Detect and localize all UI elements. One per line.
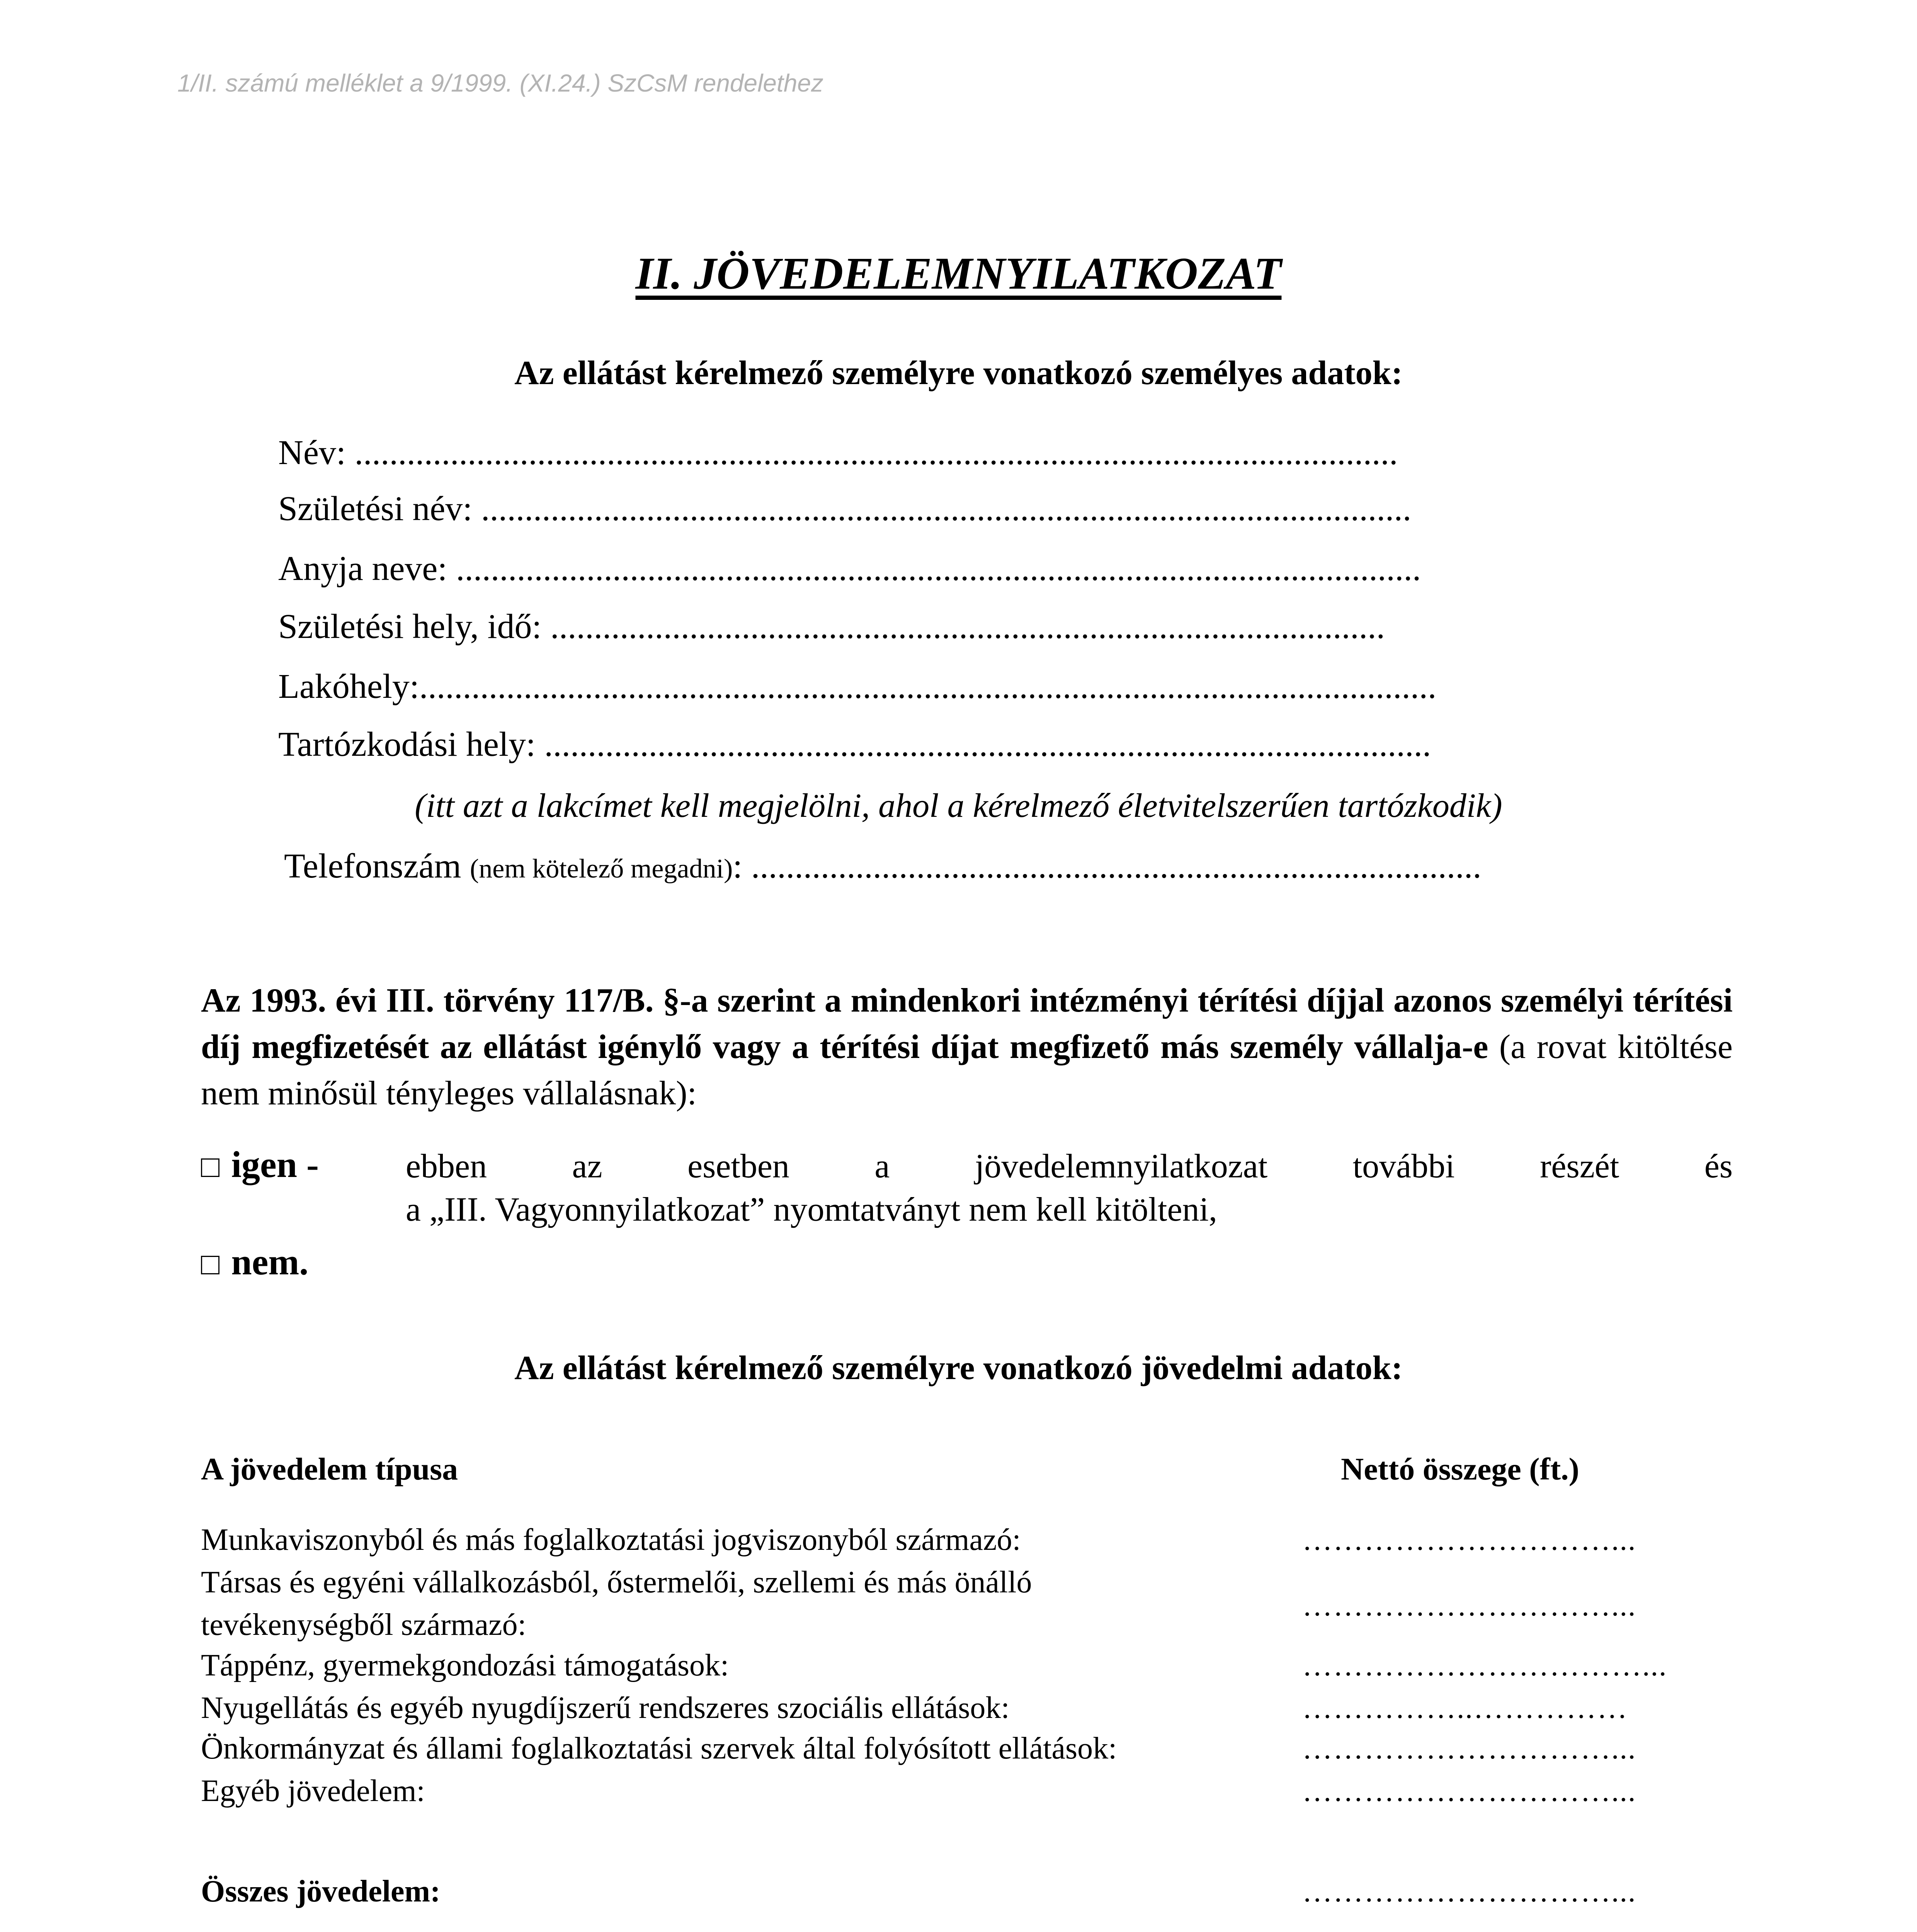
checkbox-yes-icon[interactable]: □ <box>201 1150 220 1184</box>
phone-label: Telefonszám <box>284 847 461 885</box>
name-dots: ........................................................................................................................ <box>354 434 1398 472</box>
stay-address-field[interactable] <box>278 724 1431 764</box>
net-amount-column-header: Nettó összege (ft.) <box>1341 1451 1579 1486</box>
birth-name-label: Születési név: <box>278 490 473 528</box>
residence-field[interactable] <box>278 667 1436 706</box>
income-type-column-header: A jövedelem típusa <box>201 1451 458 1486</box>
option-yes-label: igen - <box>231 1144 319 1185</box>
law-paragraph <box>201 978 1733 1117</box>
mother-name-field[interactable] <box>278 549 1421 588</box>
mother-name-label: Anyja neve: <box>278 549 447 588</box>
phone-dots: : .................................................................................... <box>733 847 1482 885</box>
birth-name-field[interactable] <box>278 489 1411 529</box>
name-field[interactable] <box>278 433 1398 473</box>
birth-place-date-field[interactable] <box>278 607 1385 646</box>
option-no-label: nem. <box>231 1241 309 1282</box>
income-row-amount[interactable]: …………………………... <box>1302 1523 1636 1556</box>
residence-dots: ..................................................................................................................... <box>419 667 1437 706</box>
document-title: II. JÖVEDELEMNYILATKOZAT <box>635 248 1282 299</box>
income-row-amount[interactable]: ……………………………... <box>1302 1648 1667 1682</box>
income-heading: Az ellátást kérelmező személyre vonatkozó jövedelmi adatok: <box>514 1349 1403 1387</box>
option-yes-description-line2: a „III. Vagyonnyilatkozat” nyomtatványt nem kell kitölteni, <box>406 1191 1218 1228</box>
mother-name-dots: ............................................................................................................... <box>456 549 1421 588</box>
income-row-label: Munkaviszonyból és más foglalkoztatási jogviszonyból származó: <box>201 1523 1021 1557</box>
income-row-label-cont: tevékenységből származó: <box>201 1608 526 1642</box>
yes-word: esetben <box>687 1148 789 1185</box>
yes-word: a <box>874 1148 890 1185</box>
option-no[interactable] <box>201 1240 308 1283</box>
income-row-label: Nyugellátás és egyéb nyugdíjszerű rendszeres szociális ellátások: <box>201 1691 1010 1725</box>
income-row-amount[interactable]: …………………………... <box>1302 1588 1636 1622</box>
phone-field[interactable] <box>284 846 1482 886</box>
residence-label: Lakóhely: <box>278 667 419 706</box>
yes-word: jövedelemnyilatkozat <box>975 1148 1268 1185</box>
income-row-label: Önkormányzat és állami foglalkoztatási szervek által folyósított ellátások: <box>201 1731 1117 1765</box>
birth-name-dots: ........................................................................................................... <box>481 490 1412 528</box>
yes-word: és <box>1704 1148 1733 1185</box>
stay-address-dots: ...................................................................................................... <box>544 725 1431 764</box>
birth-place-date-dots: ................................................................................................ <box>550 607 1385 646</box>
income-row-label: Egyéb jövedelem: <box>201 1774 425 1808</box>
income-row-label: Társas és egyéni vállalkozásból, őstermelői, szellemi és más önálló <box>201 1565 1032 1599</box>
income-row-amount[interactable]: …………………………... <box>1302 1731 1636 1765</box>
yes-word: további <box>1352 1148 1455 1185</box>
name-label: Név: <box>278 434 346 472</box>
yes-word: ebben <box>406 1148 487 1185</box>
birth-place-date-label: Születési hely, idő: <box>278 607 542 646</box>
option-yes[interactable] <box>201 1143 319 1186</box>
option-yes-description <box>406 1147 1733 1186</box>
total-income-label: Összes jövedelem: <box>201 1874 441 1908</box>
personal-data-heading: Az ellátást kérelmező személyre vonatkozó személyes adatok: <box>514 354 1403 392</box>
total-income-amount[interactable]: …………………………... <box>1302 1874 1636 1908</box>
phone-note: (nem kötelező megadni) <box>469 854 733 884</box>
law-paragraph-bold: Az 1993. évi III. törvény 117/B. §-a szerint a mindenkori intézményi térítési díjjal azonos személyi térítési díj megfizetését az ellátást igénylő vagy a térítési díjat megfizető más személy vállalja-e <box>201 982 1733 1066</box>
header-note: 1/II. számú melléklet a 9/1999. (XI.24.) SzCsM rendelethez <box>177 69 823 97</box>
checkbox-no-icon[interactable]: □ <box>201 1247 220 1281</box>
address-note: (itt azt a lakcímet kell megjelölni, ahol a kérelmező életvitelszerűen tartózkodik) <box>415 787 1502 825</box>
stay-address-label: Tartózkodási hely: <box>278 725 536 764</box>
income-row-amount[interactable]: ……………..…………… <box>1302 1691 1628 1725</box>
income-row-label: Táppénz, gyermekgondozási támogatások: <box>201 1648 729 1682</box>
yes-word: részét <box>1540 1148 1619 1185</box>
law-paragraph-normal: (a rovat kitöltése nem minősül tényleges vállalásnak): <box>201 1028 1733 1112</box>
yes-word: az <box>572 1148 602 1185</box>
income-row-amount[interactable]: …………………………... <box>1302 1774 1636 1808</box>
